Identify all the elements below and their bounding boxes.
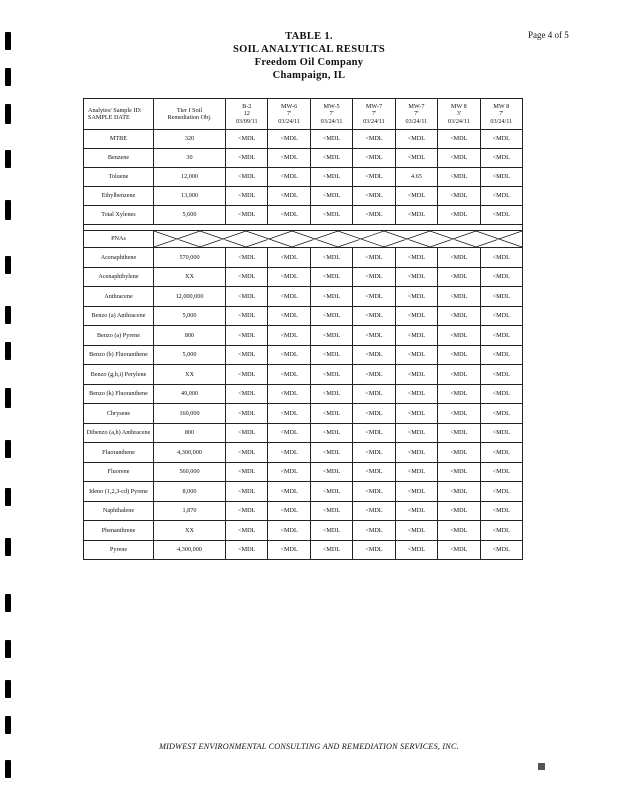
result-cell: <MDL xyxy=(353,443,395,463)
result-cell: <MDL xyxy=(226,462,268,482)
binder-hole xyxy=(5,200,11,220)
tier-value: XX xyxy=(154,365,226,385)
result-cell: <MDL xyxy=(438,365,480,385)
binder-hole xyxy=(5,594,11,612)
tier-value: 12,000,000 xyxy=(154,287,226,307)
table-row xyxy=(84,540,523,560)
result-cell: <MDL xyxy=(310,187,352,206)
analyte-name: Naphthalene xyxy=(84,501,154,521)
pah-label-section xyxy=(84,225,523,248)
result-cell: <MDL xyxy=(353,326,395,346)
analyte-name: Ethylbenzene xyxy=(84,187,154,206)
result-cell: <MDL xyxy=(480,187,522,206)
result-cell: <MDL xyxy=(310,248,352,268)
result-cell: <MDL xyxy=(310,326,352,346)
result-cell: <MDL xyxy=(438,540,480,560)
sample-header xyxy=(268,99,310,130)
result-cell: <MDL xyxy=(310,423,352,443)
tier-value: 160,000 xyxy=(154,404,226,424)
result-cell: <MDL xyxy=(226,306,268,326)
result-cell: <MDL xyxy=(353,521,395,541)
tier-value: 4,300,000 xyxy=(154,443,226,463)
site-location: Champaign, IL xyxy=(272,70,346,81)
result-cell: <MDL xyxy=(480,404,522,424)
result-cell: <MDL xyxy=(480,384,522,404)
result-cell: <MDL xyxy=(438,149,480,168)
tier-value: 13,000 xyxy=(154,187,226,206)
header-row xyxy=(84,99,523,130)
result-cell: <MDL xyxy=(480,365,522,385)
binder-hole xyxy=(5,150,11,168)
table-title: TABLE 1. xyxy=(285,31,333,42)
tier-value: 800 xyxy=(154,326,226,346)
result-cell: <MDL xyxy=(310,206,352,225)
result-cell: <MDL xyxy=(395,149,437,168)
tier-value: 570,000 xyxy=(154,248,226,268)
result-cell: <MDL xyxy=(268,168,310,187)
analyte-name: Total Xylenes xyxy=(84,206,154,225)
table-row xyxy=(84,365,523,385)
result-cell: <MDL xyxy=(268,404,310,424)
analyte-name: Phenanthrene xyxy=(84,521,154,541)
analyte-header-line2: SAMPLE DATE xyxy=(88,114,130,121)
scan-mark xyxy=(538,763,545,770)
result-cell: <MDL xyxy=(395,423,437,443)
sample-depth: 3' xyxy=(456,110,461,118)
table-row xyxy=(84,404,523,424)
sample-depth: 7' xyxy=(499,110,504,118)
result-cell: <MDL xyxy=(353,248,395,268)
result-cell: <MDL xyxy=(353,168,395,187)
pah-hatch xyxy=(154,231,523,248)
table-row xyxy=(84,287,523,307)
binder-hole xyxy=(5,342,11,360)
analyte-name: Benzene xyxy=(84,149,154,168)
result-cell: <MDL xyxy=(395,187,437,206)
analyte-name: Benzo (a) Anthracene xyxy=(84,306,154,326)
result-cell: <MDL xyxy=(310,365,352,385)
result-cell: <MDL xyxy=(480,482,522,502)
result-cell: <MDL xyxy=(310,149,352,168)
result-cell: <MDL xyxy=(480,130,522,149)
sample-id: B-2 xyxy=(242,103,252,111)
result-cell: <MDL xyxy=(268,501,310,521)
analyte-name: Fluoranthene xyxy=(84,443,154,463)
table-row xyxy=(84,187,523,206)
result-cell: <MDL xyxy=(226,149,268,168)
result-cell: <MDL xyxy=(226,404,268,424)
result-cell: <MDL xyxy=(353,267,395,287)
result-cell: <MDL xyxy=(438,423,480,443)
result-cell: <MDL xyxy=(226,130,268,149)
binder-hole xyxy=(5,680,11,698)
binder-hole xyxy=(5,640,11,658)
result-cell: <MDL xyxy=(268,149,310,168)
tier-value: 1,870 xyxy=(154,501,226,521)
result-cell: 4.65 xyxy=(395,168,437,187)
table-row xyxy=(84,267,523,287)
sample-depth: 7' xyxy=(414,110,419,118)
result-cell: <MDL xyxy=(268,365,310,385)
result-cell: <MDL xyxy=(395,248,437,268)
tier-value: 320 xyxy=(154,130,226,149)
analyte-name: Benzo (k) Fluoranthene xyxy=(84,384,154,404)
result-cell: <MDL xyxy=(268,287,310,307)
result-cell: <MDL xyxy=(438,345,480,365)
result-cell: <MDL xyxy=(226,187,268,206)
result-cell: <MDL xyxy=(353,482,395,502)
table-row xyxy=(84,130,523,149)
tier-value: 5,600 xyxy=(154,206,226,225)
result-cell: <MDL xyxy=(480,267,522,287)
result-cell: <MDL xyxy=(353,423,395,443)
analyte-name: Acenaphthene xyxy=(84,248,154,268)
result-cell: <MDL xyxy=(395,326,437,346)
result-cell: <MDL xyxy=(268,187,310,206)
result-cell: <MDL xyxy=(480,248,522,268)
result-cell: <MDL xyxy=(310,345,352,365)
result-cell: <MDL xyxy=(480,501,522,521)
result-cell: <MDL xyxy=(268,267,310,287)
result-cell: <MDL xyxy=(268,443,310,463)
analyte-name: Anthracene xyxy=(84,287,154,307)
sample-date: 03/24/11 xyxy=(447,117,470,125)
result-cell: <MDL xyxy=(268,326,310,346)
sample-date: 03/24/11 xyxy=(278,117,301,125)
result-cell: <MDL xyxy=(438,287,480,307)
footer-company: MIDWEST ENVIRONMENTAL CONSULTING AND REMEDIATION SERVICES, INC. xyxy=(159,742,459,751)
result-cell: <MDL xyxy=(310,384,352,404)
page-number: Page 4 of 5 xyxy=(528,30,569,40)
table-row xyxy=(84,462,523,482)
result-cell: <MDL xyxy=(310,462,352,482)
result-cell: <MDL xyxy=(480,306,522,326)
tier-value: 800 xyxy=(154,423,226,443)
tier-value: 12,000 xyxy=(154,168,226,187)
result-cell: <MDL xyxy=(226,168,268,187)
result-cell: <MDL xyxy=(353,540,395,560)
hatch-pattern xyxy=(154,231,522,247)
table-row xyxy=(84,443,523,463)
sample-header xyxy=(395,99,437,130)
result-cell: <MDL xyxy=(268,206,310,225)
pah-section xyxy=(84,248,523,560)
result-cell: <MDL xyxy=(395,267,437,287)
binder-hole xyxy=(5,104,11,124)
binder-hole xyxy=(5,488,11,506)
pah-label-row xyxy=(84,231,523,248)
result-cell: <MDL xyxy=(480,287,522,307)
result-cell: <MDL xyxy=(268,130,310,149)
table-row xyxy=(84,326,523,346)
result-cell: <MDL xyxy=(480,540,522,560)
result-cell: <MDL xyxy=(353,384,395,404)
result-cell: <MDL xyxy=(438,306,480,326)
result-cell: <MDL xyxy=(438,248,480,268)
analyte-name: MTBE xyxy=(84,130,154,149)
result-cell: <MDL xyxy=(226,345,268,365)
result-cell: <MDL xyxy=(438,521,480,541)
result-cell: <MDL xyxy=(353,130,395,149)
sample-header xyxy=(438,99,480,130)
tier-value: 30 xyxy=(154,149,226,168)
result-cell: <MDL xyxy=(353,345,395,365)
table-row xyxy=(84,248,523,268)
result-cell: <MDL xyxy=(480,168,522,187)
tier-value: 5,000 xyxy=(154,345,226,365)
result-cell: <MDL xyxy=(480,521,522,541)
result-cell: <MDL xyxy=(480,206,522,225)
sample-date: 03/24/11 xyxy=(320,117,343,125)
result-cell: <MDL xyxy=(226,206,268,225)
tier-value: 560,000 xyxy=(154,462,226,482)
sample-id: MW 8 xyxy=(493,103,510,111)
result-cell: <MDL xyxy=(268,306,310,326)
result-cell: <MDL xyxy=(395,404,437,424)
result-cell: <MDL xyxy=(310,521,352,541)
result-cell: <MDL xyxy=(226,326,268,346)
result-cell: <MDL xyxy=(395,206,437,225)
table-row xyxy=(84,423,523,443)
binder-hole xyxy=(5,256,11,274)
result-cell: <MDL xyxy=(310,287,352,307)
result-cell: <MDL xyxy=(395,130,437,149)
analyte-name: Toluene xyxy=(84,168,154,187)
sample-header xyxy=(226,99,268,130)
result-cell: <MDL xyxy=(480,423,522,443)
result-cell: <MDL xyxy=(395,384,437,404)
analyte-name: Benzo (b) Fluoranthene xyxy=(84,345,154,365)
result-cell: <MDL xyxy=(395,462,437,482)
result-cell: <MDL xyxy=(226,267,268,287)
result-cell: <MDL xyxy=(395,521,437,541)
sample-header xyxy=(480,99,522,130)
analyte-name: Chrysene xyxy=(84,404,154,424)
pah-label: PNAs xyxy=(84,231,154,248)
result-cell: <MDL xyxy=(353,365,395,385)
binder-hole xyxy=(5,388,11,408)
result-cell: <MDL xyxy=(310,482,352,502)
binder-hole xyxy=(5,538,11,556)
sample-depth: 7' xyxy=(329,110,334,118)
result-cell: <MDL xyxy=(310,168,352,187)
result-cell: <MDL xyxy=(438,404,480,424)
result-cell: <MDL xyxy=(268,384,310,404)
result-cell: <MDL xyxy=(480,149,522,168)
table-row xyxy=(84,306,523,326)
result-cell: <MDL xyxy=(438,443,480,463)
result-cell: <MDL xyxy=(353,149,395,168)
result-cell: <MDL xyxy=(268,521,310,541)
result-cell: <MDL xyxy=(438,168,480,187)
result-cell: <MDL xyxy=(226,384,268,404)
sample-header xyxy=(310,99,352,130)
result-cell: <MDL xyxy=(268,248,310,268)
table-row xyxy=(84,482,523,502)
sample-id: MW-6 xyxy=(281,103,298,111)
company-name: Freedom Oil Company xyxy=(254,57,364,68)
result-cell: <MDL xyxy=(438,206,480,225)
result-cell: <MDL xyxy=(226,287,268,307)
analytical-results-table xyxy=(83,98,523,560)
table-row xyxy=(84,345,523,365)
tier-value: 4,300,000 xyxy=(154,540,226,560)
result-cell: <MDL xyxy=(480,462,522,482)
result-cell: <MDL xyxy=(480,443,522,463)
binder-hole xyxy=(5,306,11,324)
result-cell: <MDL xyxy=(310,306,352,326)
result-cell: <MDL xyxy=(268,345,310,365)
result-cell: <MDL xyxy=(480,345,522,365)
result-cell: <MDL xyxy=(395,345,437,365)
tier-value: 49,000 xyxy=(154,384,226,404)
result-cell: <MDL xyxy=(310,501,352,521)
result-cell: <MDL xyxy=(395,365,437,385)
result-cell: <MDL xyxy=(310,540,352,560)
table-row xyxy=(84,168,523,187)
table-row xyxy=(84,206,523,225)
table-subtitle: SOIL ANALYTICAL RESULTS xyxy=(232,44,386,55)
result-cell: <MDL xyxy=(310,130,352,149)
tier-value: 5,000 xyxy=(154,306,226,326)
tier-value: XX xyxy=(154,267,226,287)
result-cell: <MDL xyxy=(438,462,480,482)
sample-date: 03/24/11 xyxy=(405,117,428,125)
result-cell: <MDL xyxy=(310,404,352,424)
result-cell: <MDL xyxy=(268,540,310,560)
result-cell: <MDL xyxy=(226,540,268,560)
result-cell: <MDL xyxy=(438,501,480,521)
result-cell: <MDL xyxy=(353,501,395,521)
result-cell: <MDL xyxy=(268,423,310,443)
result-cell: <MDL xyxy=(353,462,395,482)
btex-section xyxy=(84,130,523,225)
result-cell: <MDL xyxy=(438,130,480,149)
sample-date: 03/24/11 xyxy=(490,117,513,125)
table-row xyxy=(84,384,523,404)
result-cell: <MDL xyxy=(226,248,268,268)
analyte-name: Dibenzo (a,h) Anthracene xyxy=(84,423,154,443)
result-cell: <MDL xyxy=(226,443,268,463)
result-cell: <MDL xyxy=(226,423,268,443)
result-cell: <MDL xyxy=(226,365,268,385)
table-row xyxy=(84,521,523,541)
tier-value: XX xyxy=(154,521,226,541)
binder-hole xyxy=(5,440,11,458)
analyte-header xyxy=(84,99,154,130)
table-row xyxy=(84,501,523,521)
sample-header xyxy=(353,99,395,130)
sample-id: MW-5 xyxy=(323,103,340,111)
result-cell: <MDL xyxy=(310,267,352,287)
result-cell: <MDL xyxy=(353,404,395,424)
result-cell: <MDL xyxy=(353,306,395,326)
sample-date: 03/09/11 xyxy=(235,117,258,125)
sample-id: MW-7 xyxy=(408,103,425,111)
tier-header-line2: Remediation Obj. xyxy=(167,114,212,121)
result-cell: <MDL xyxy=(226,501,268,521)
tier-header xyxy=(154,99,226,130)
result-cell: <MDL xyxy=(438,384,480,404)
result-cell: <MDL xyxy=(310,443,352,463)
result-cell: <MDL xyxy=(268,462,310,482)
result-cell: <MDL xyxy=(353,187,395,206)
sample-id: MW 8 xyxy=(450,103,467,111)
result-cell: <MDL xyxy=(395,540,437,560)
result-cell: <MDL xyxy=(438,326,480,346)
sample-depth: 7' xyxy=(371,110,377,118)
result-cell: <MDL xyxy=(395,482,437,502)
analyte-name: Pyrene xyxy=(84,540,154,560)
result-cell: <MDL xyxy=(438,187,480,206)
sample-date: 03/24/11 xyxy=(363,117,385,125)
result-cell: <MDL xyxy=(438,482,480,502)
result-cell: <MDL xyxy=(395,501,437,521)
analyte-header-line1: Analytes/ Sample ID: xyxy=(88,106,142,114)
result-cell: <MDL xyxy=(268,482,310,502)
analyte-name: Benzo (g,h,i) Perylene xyxy=(84,365,154,385)
result-cell: <MDL xyxy=(395,287,437,307)
analyte-name: Benzo (a) Pyrene xyxy=(84,326,154,346)
analyte-name: Acenaphthylene xyxy=(84,267,154,287)
result-cell: <MDL xyxy=(226,521,268,541)
analyte-name: Ideno (1,2,3-cd) Pyrene xyxy=(84,482,154,502)
result-cell: <MDL xyxy=(353,287,395,307)
sample-depth: 12 xyxy=(243,110,250,118)
result-cell: <MDL xyxy=(480,326,522,346)
result-cell: <MDL xyxy=(226,482,268,502)
binder-hole xyxy=(5,716,11,734)
tier-header-line1: Tier I Soil xyxy=(176,106,203,114)
sample-depth: 7' xyxy=(287,110,292,118)
sample-id: MW-7 xyxy=(365,103,383,111)
binder-hole xyxy=(5,760,11,778)
table-row xyxy=(84,149,523,168)
result-cell: <MDL xyxy=(353,206,395,225)
tier-value: 8,000 xyxy=(154,482,226,502)
result-cell: <MDL xyxy=(395,306,437,326)
result-cell: <MDL xyxy=(438,267,480,287)
analyte-name: Fluorene xyxy=(84,462,154,482)
result-cell: <MDL xyxy=(395,443,437,463)
